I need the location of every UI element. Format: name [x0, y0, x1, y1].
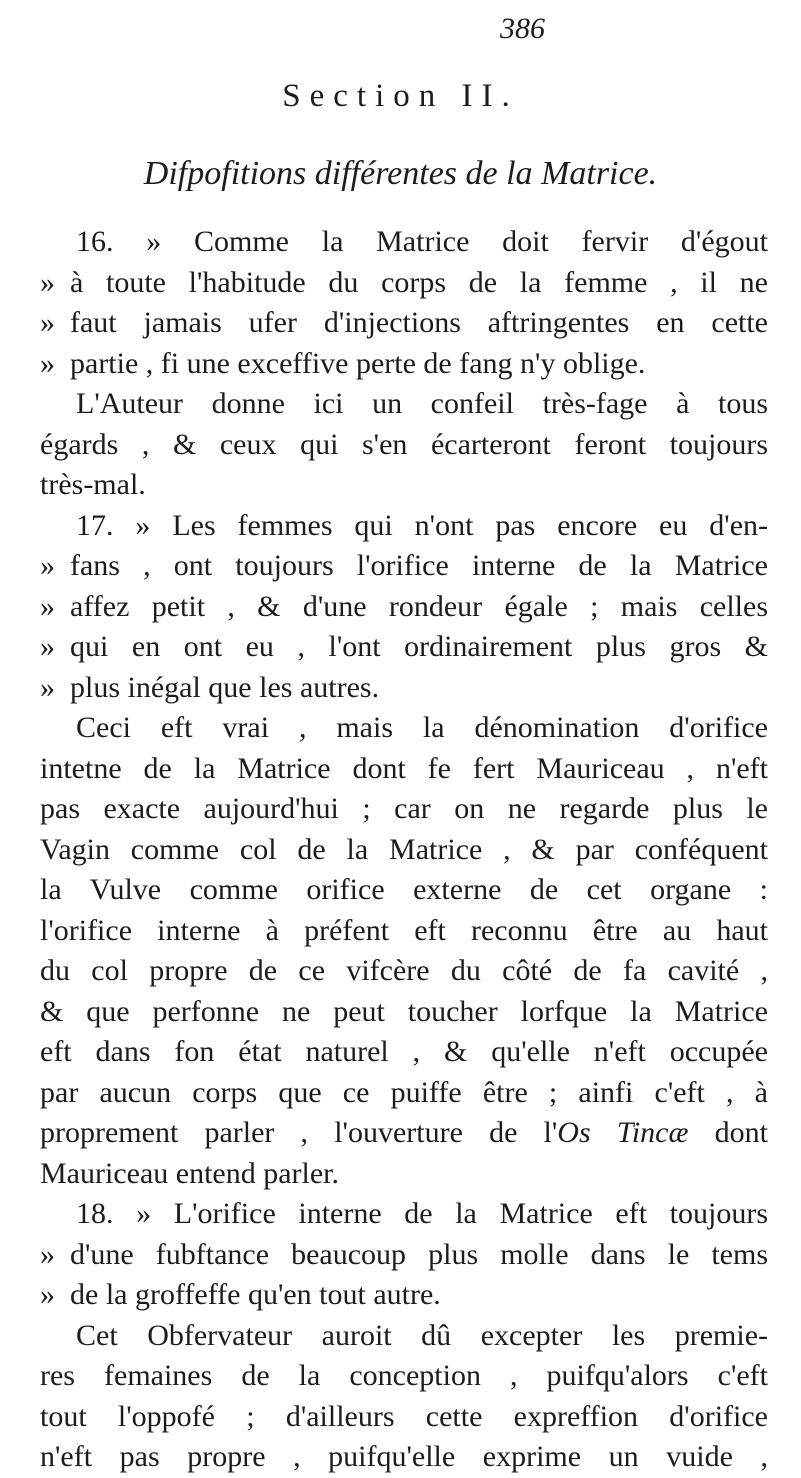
text-line: [40, 465, 768, 506]
line-text-italic: Os Tincæ: [557, 1116, 689, 1149]
text-line: [40, 344, 768, 385]
line-text: d'une fubftance beaucoup plus molle dans le tems: [70, 1237, 768, 1271]
line-text: 18. » L'orifice interne de la Matrice eft toujours: [76, 1197, 768, 1230]
text-line: [40, 425, 768, 466]
line-text: Mauriceau entend parler.: [40, 1156, 340, 1190]
text-line: [40, 870, 768, 911]
line-text: L'Auteur donne ici un confeil très-fage à tous: [76, 387, 768, 420]
text-line: [40, 1275, 768, 1316]
text-line: [40, 263, 768, 304]
text-line: [40, 668, 768, 709]
line-text: res femaines de la conception , puifqu'alors c'eft: [40, 1359, 768, 1392]
text-line: [40, 1154, 768, 1195]
text-line: [40, 1194, 768, 1235]
text-line: [40, 1235, 768, 1276]
text-line: [40, 1032, 768, 1073]
line-text: Cet Obfervateur auroit dû excepter les premie-: [76, 1318, 768, 1352]
line-text: dont: [688, 1116, 768, 1149]
line-text: du col propre de ce vifcère du côté de fa cavité ,: [40, 954, 768, 987]
line-text: Vagin comme col de la Matrice , & par conféquent: [40, 832, 768, 866]
text-line: [40, 1356, 768, 1397]
text-line: [40, 911, 768, 952]
line-text: 17. » Les femmes qui n'ont pas encore eu d'en-: [76, 508, 768, 542]
quote-mark: »: [40, 589, 55, 623]
line-text: Ceci eft vrai , mais la dénomination d'orifice: [76, 711, 768, 744]
text-line: [40, 789, 768, 830]
quote-mark: »: [40, 1278, 55, 1311]
text-line: [40, 708, 768, 749]
text-line: [40, 830, 768, 871]
line-text: tout l'oppofé ; d'ailleurs cette expreffion d'orifice: [40, 1399, 768, 1433]
line-text: égards , & ceux qui s'en écarteront feront toujours: [40, 427, 768, 461]
text-line: [40, 1073, 768, 1114]
line-text: de la groffeffe qu'en tout autre.: [70, 1278, 441, 1311]
line-text: eft dans fon état naturel , & qu'elle n'eft occupée: [40, 1035, 768, 1068]
text-line: [40, 1397, 768, 1438]
text-line: [40, 1113, 768, 1154]
line-text: l'orifice interne à préfent eft reconnu être au haut: [40, 913, 768, 947]
line-text: intetne de la Matrice dont fe fert Mauriceau , n'eft: [40, 751, 768, 785]
text-line: [40, 749, 768, 790]
quote-mark: »: [40, 1237, 55, 1271]
line-text: n'eft pas propre , puifqu'elle exprime un vuide ,: [40, 1440, 768, 1473]
line-text: qui en ont eu , l'ont ordinairement plus gros &: [70, 630, 768, 663]
line-text: très-mal.: [40, 468, 146, 501]
quote-mark: »: [40, 549, 55, 582]
line-text: la Vulve comme orifice externe de cet organe :: [40, 873, 768, 906]
text-line: [40, 992, 768, 1033]
body-text: [40, 222, 768, 1478]
line-text: & que perfonne ne peut toucher lorfque la Matrice: [40, 994, 768, 1028]
page-number: 386: [500, 12, 545, 45]
line-text: fans , ont toujours l'orifice interne de la Matrice: [70, 549, 768, 582]
section-title: Difpofitions différentes de la Matrice.: [143, 155, 658, 192]
text-line: [40, 1316, 768, 1357]
line-text: faut jamais ufer d'injections aftringentes en cette: [70, 306, 768, 339]
text-line: [40, 1437, 768, 1478]
text-line: [40, 627, 768, 668]
line-text: partie , fi une exceffive perte de fang n'y oblige.: [70, 346, 646, 380]
line-text: plus inégal que les autres.: [70, 670, 380, 704]
section-heading: Section II.: [282, 78, 519, 114]
quote-mark: »: [40, 346, 55, 380]
line-text: à toute l'habitude du corps de la femme , il ne: [70, 265, 768, 299]
quote-mark: »: [40, 265, 55, 299]
text-line: [40, 303, 768, 344]
line-text: par aucun corps que ce puiffe être ; ainfi c'eft , à: [40, 1075, 768, 1109]
text-line: [40, 587, 768, 628]
line-text: proprement parler , l'ouverture de l': [40, 1116, 558, 1149]
text-line: [40, 384, 768, 425]
line-text: affez petit , & d'une rondeur égale ; mais celles: [70, 589, 768, 623]
text-line: [40, 506, 768, 547]
quote-mark: »: [40, 630, 55, 663]
text-line: [40, 951, 768, 992]
quote-mark: »: [40, 306, 55, 339]
text-line: [40, 546, 768, 587]
quote-mark: »: [40, 670, 55, 704]
line-text: pas exacte aujourd'hui ; car on ne regarde plus le: [40, 792, 768, 825]
text-line: [40, 222, 768, 263]
line-text: 16. » Comme la Matrice doit fervir d'égout: [76, 225, 768, 258]
